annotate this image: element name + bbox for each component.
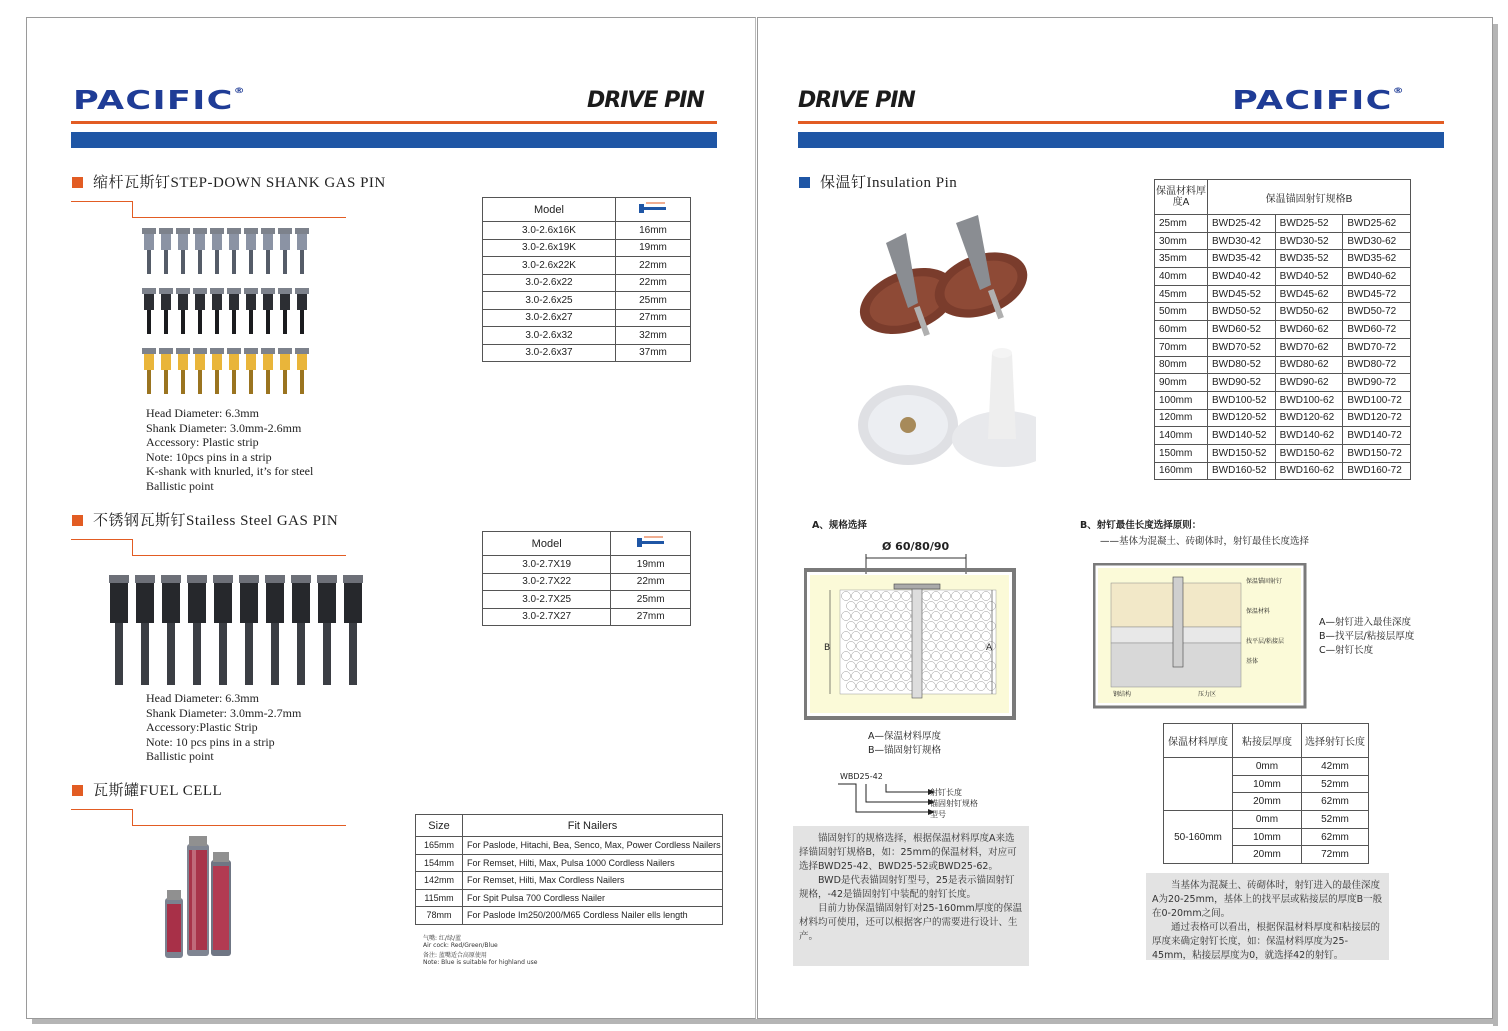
spec-line: Ballistic point bbox=[146, 749, 214, 763]
orange-rule bbox=[798, 121, 1444, 124]
table-row bbox=[1155, 215, 1411, 233]
table-cell: BWD90-72 bbox=[1343, 374, 1411, 392]
table-cell: BWD160-52 bbox=[1208, 462, 1276, 480]
blue-band bbox=[71, 132, 717, 148]
subrule-a bbox=[71, 809, 132, 810]
part-b-subtitle: ——基体为混凝土、砖砌体时，射钉最佳长度选择 bbox=[1100, 536, 1310, 547]
stainless-pins-photo bbox=[105, 575, 375, 693]
table-cell: BWD160-72 bbox=[1343, 462, 1411, 480]
table-cell: 27mm bbox=[615, 309, 690, 327]
fuel-cell-photo bbox=[159, 836, 249, 964]
part-b-title: B、射钉最佳长度选择原则： bbox=[1080, 520, 1202, 531]
table-cell: 3.0-2.7X22 bbox=[483, 573, 611, 591]
table-row bbox=[483, 222, 691, 240]
table-cell: For Spit Pulsa 700 Cordless Nailer bbox=[463, 889, 723, 907]
table-cell: 20mm bbox=[1233, 846, 1302, 864]
paragraph: 当基体为混凝土、砖砌体时，射钉进入的最佳深度A为20-25mm，基体上的找平层或粘接层的厚度B一般在0-20mm之间。 bbox=[1152, 880, 1383, 919]
table-cell: 22mm bbox=[611, 573, 691, 591]
table-cell: 80mm bbox=[1155, 356, 1208, 374]
spec-line: Shank Diameter: 3.0mm-2.6mm bbox=[146, 420, 302, 435]
label-a: A—保温材料厚度 bbox=[868, 731, 941, 742]
table-cell: BWD100-52 bbox=[1208, 391, 1276, 409]
page-title: DRIVE PIN bbox=[798, 88, 915, 113]
table-cell: 30mm bbox=[1155, 232, 1208, 250]
table-row bbox=[1155, 321, 1411, 339]
col-header-thickness: 保温材料厚度A bbox=[1155, 180, 1208, 215]
table-row bbox=[483, 292, 691, 310]
table-cell: 120mm bbox=[1155, 409, 1208, 427]
spec-line: Accessory: Plastic strip bbox=[146, 435, 259, 449]
diagram-label: 钢结构 bbox=[1113, 691, 1132, 698]
svg-text:B: B bbox=[824, 643, 831, 653]
part-a-explanation bbox=[793, 826, 1029, 966]
table-cell: BWD50-72 bbox=[1343, 303, 1411, 321]
table-cell: 60mm bbox=[1155, 321, 1208, 339]
spec-line: Head Diameter: 6.3mm bbox=[146, 406, 259, 420]
section-heading-stepdown: 缩杆瓦斯钉STEP-DOWN SHANK GAS PIN bbox=[72, 171, 386, 192]
table-row bbox=[483, 274, 691, 292]
spec-line: Accessory:Plastic Strip bbox=[146, 720, 258, 734]
note-line: Air cock: Red/Green/Blue bbox=[423, 942, 498, 949]
table-cell: BWD80-52 bbox=[1208, 356, 1276, 374]
stepdown-pins-photo bbox=[140, 228, 320, 404]
table-cell: 22mm bbox=[615, 257, 690, 275]
table-row bbox=[1155, 462, 1411, 480]
table-row bbox=[416, 907, 723, 925]
spec-line: Note: 10pcs pins in a strip bbox=[146, 449, 272, 464]
right-page bbox=[757, 17, 1493, 1019]
table-cell: BWD25-52 bbox=[1275, 215, 1343, 233]
subrule-step bbox=[132, 809, 133, 825]
table-row bbox=[483, 257, 691, 275]
table-row bbox=[483, 556, 691, 574]
table-cell: 3.0-2.6x37 bbox=[483, 344, 616, 362]
table-cell: BWD140-52 bbox=[1208, 427, 1276, 445]
table-cell: 3.0-2.6x19K bbox=[483, 239, 616, 257]
code-part: 射钉长度 bbox=[930, 788, 962, 797]
table-cell: BWD70-62 bbox=[1275, 338, 1343, 356]
embed-length-table bbox=[1163, 723, 1369, 864]
insulation-spec-table bbox=[1154, 179, 1411, 480]
table-cell: BWD80-72 bbox=[1343, 356, 1411, 374]
table-cell: 22mm bbox=[615, 274, 690, 292]
table-cell: BWD35-62 bbox=[1343, 250, 1411, 268]
table-row bbox=[416, 837, 723, 855]
col-header: 保温材料厚度 bbox=[1164, 724, 1233, 758]
col-header-fit: Fit Nailers bbox=[463, 815, 723, 837]
table-cell: BWD60-72 bbox=[1343, 321, 1411, 339]
table-cell: 160mm bbox=[1155, 462, 1208, 480]
table-row bbox=[1155, 356, 1411, 374]
table-cell: 3.0-2.7X25 bbox=[483, 591, 611, 609]
diagram-label: 基体 bbox=[1246, 658, 1259, 665]
table-cell: 142mm bbox=[416, 872, 463, 890]
table-cell: 10mm bbox=[1233, 828, 1302, 846]
table-row bbox=[1155, 232, 1411, 250]
subrule-b bbox=[132, 555, 346, 556]
page-shadow-bottom bbox=[32, 1019, 1498, 1024]
table-row bbox=[483, 239, 691, 257]
table-cell: 115mm bbox=[416, 889, 463, 907]
table-cell: BWD100-72 bbox=[1343, 391, 1411, 409]
table-cell: 52mm bbox=[1302, 775, 1369, 793]
table-cell: 42mm bbox=[1302, 758, 1369, 776]
table-cell: BWD90-62 bbox=[1275, 374, 1343, 392]
table-cell: 165mm bbox=[416, 837, 463, 855]
table-cell: 3.0-2.6x32 bbox=[483, 327, 616, 345]
table-cell: BWD80-62 bbox=[1275, 356, 1343, 374]
square-bullet-icon bbox=[799, 177, 810, 188]
table-cell: 78mm bbox=[416, 907, 463, 925]
note-line: 备注: 蓝嘴适合高原使用 bbox=[423, 952, 487, 959]
table-row bbox=[483, 309, 691, 327]
table-cell: BWD40-42 bbox=[1208, 268, 1276, 286]
note-line: Note: Blue is suitable for highland use bbox=[423, 959, 538, 966]
table-cell: BWD120-52 bbox=[1208, 409, 1276, 427]
table-row bbox=[1155, 374, 1411, 392]
table-cell: 20mm bbox=[1233, 793, 1302, 811]
table-cell: 0mm bbox=[1233, 758, 1302, 776]
table-cell: 3.0-2.6x22K bbox=[483, 257, 616, 275]
diagram-label: 找平层/粘接层 bbox=[1246, 638, 1285, 645]
table-cell: BWD150-52 bbox=[1208, 444, 1276, 462]
square-bullet-icon bbox=[72, 785, 83, 796]
table-row bbox=[483, 573, 691, 591]
table-cell: 3.0-2.6x22 bbox=[483, 274, 616, 292]
note-line: 气嘴: 红/绿/蓝 bbox=[423, 935, 461, 942]
table-row bbox=[1164, 758, 1369, 776]
diagram-label: 压力区 bbox=[1198, 691, 1217, 698]
table-cell: For Remset, Hilti, Max Cordless Nailers bbox=[463, 872, 723, 890]
table-row bbox=[416, 854, 723, 872]
group-cell: 50-160mm bbox=[1164, 811, 1233, 864]
table-row bbox=[1155, 427, 1411, 445]
anchor-spec-diagram bbox=[804, 554, 1018, 720]
spec-line: Ballistic point bbox=[146, 478, 214, 493]
table-cell: BWD50-52 bbox=[1208, 303, 1276, 321]
svg-text:A: A bbox=[986, 643, 993, 653]
table-cell: 3.0-2.6x16K bbox=[483, 222, 616, 240]
code-example: WBD25-42 bbox=[840, 772, 883, 781]
table-row bbox=[483, 591, 691, 609]
code-part: 型号 bbox=[930, 810, 946, 819]
table-cell: BWD70-72 bbox=[1343, 338, 1411, 356]
subrule-a bbox=[71, 201, 132, 202]
spec-line: Head Diameter: 6.3mm bbox=[146, 691, 259, 705]
table-cell: 10mm bbox=[1233, 775, 1302, 793]
page-shadow-right bbox=[1493, 24, 1498, 1026]
insulation-pin-photo bbox=[856, 213, 1036, 473]
table-cell: 35mm bbox=[1155, 250, 1208, 268]
table-cell: BWD35-42 bbox=[1208, 250, 1276, 268]
table-cell: BWD45-62 bbox=[1275, 285, 1343, 303]
code-breakdown-arrows bbox=[836, 782, 936, 818]
col-header-size: Size bbox=[416, 815, 463, 837]
square-bullet-icon bbox=[72, 515, 83, 526]
length-icon bbox=[615, 198, 690, 222]
part-b-explanation bbox=[1146, 873, 1389, 960]
table-cell: BWD100-62 bbox=[1275, 391, 1343, 409]
table-row bbox=[1164, 811, 1369, 829]
pacific-logo: PACIFIC® bbox=[1232, 86, 1405, 116]
table-row bbox=[1155, 268, 1411, 286]
table-cell: BWD120-72 bbox=[1343, 409, 1411, 427]
spec-line: Shank Diameter: 3.0mm-2.7mm bbox=[146, 705, 302, 720]
paragraph: 通过表格可以看出，根据保温材料厚度和粘接层的厚度来确定射钉长度，如：保温材料厚度为25-45mm，粘接层厚度为0，就选择42的射钉。 bbox=[1152, 922, 1381, 961]
diagram-label: 保温材料 bbox=[1246, 608, 1271, 615]
table-cell: 3.0-2.7X19 bbox=[483, 556, 611, 574]
legend-item: B—找平层/粘接层厚度 bbox=[1319, 631, 1415, 642]
table-cell: 62mm bbox=[1302, 828, 1369, 846]
table-cell: BWD40-52 bbox=[1275, 268, 1343, 286]
fuel-cell-table bbox=[415, 814, 723, 925]
table-cell: 3.0-2.7X27 bbox=[483, 608, 611, 626]
table-cell bbox=[1164, 758, 1233, 811]
legend-item: A—射钉进入最佳深度 bbox=[1319, 617, 1411, 628]
table-cell: BWD40-62 bbox=[1343, 268, 1411, 286]
table-cell: 50mm bbox=[1155, 303, 1208, 321]
table-cell: 150mm bbox=[1155, 444, 1208, 462]
table-cell: 37mm bbox=[615, 344, 690, 362]
table-row bbox=[1155, 391, 1411, 409]
table-cell: 40mm bbox=[1155, 268, 1208, 286]
table-cell: BWD150-62 bbox=[1275, 444, 1343, 462]
table-cell: BWD60-62 bbox=[1275, 321, 1343, 339]
table-cell: 25mm bbox=[615, 292, 690, 310]
table-cell: 27mm bbox=[611, 608, 691, 626]
table-cell: BWD35-52 bbox=[1275, 250, 1343, 268]
table-row bbox=[1155, 409, 1411, 427]
table-cell: For Paslode Im250/200/M65 Cordless Nailer ells length bbox=[463, 907, 723, 925]
table-row bbox=[1155, 444, 1411, 462]
table-row bbox=[416, 889, 723, 907]
col-header: 选择射钉长度 bbox=[1302, 724, 1369, 758]
table-cell: 52mm bbox=[1302, 811, 1369, 829]
table-cell: BWD30-42 bbox=[1208, 232, 1276, 250]
fuel-cell-notes bbox=[423, 935, 537, 966]
stepdown-specs bbox=[146, 406, 313, 493]
table-row bbox=[483, 608, 691, 626]
table-cell: 140mm bbox=[1155, 427, 1208, 445]
spec-line: Note: 10 pcs pins in a strip bbox=[146, 734, 275, 749]
orange-rule bbox=[71, 121, 717, 124]
table-cell: 0mm bbox=[1233, 811, 1302, 829]
stainless-spec-table bbox=[482, 531, 691, 626]
length-icon bbox=[611, 532, 691, 556]
paragraph: BWD是代表锚固射钉型号，25是表示锚固射钉规格，-42是锚固射钉中装配的射钉长度。 bbox=[799, 875, 1015, 900]
stepdown-spec-table bbox=[482, 197, 691, 362]
subrule-b bbox=[132, 217, 346, 218]
part-b-legend bbox=[1319, 616, 1414, 658]
section-heading-fuel-cell: 瓦斯罐FUEL CELL bbox=[72, 779, 222, 800]
part-a-title: A、规格选择 bbox=[812, 520, 867, 531]
blue-band bbox=[798, 132, 1444, 148]
table-cell: 100mm bbox=[1155, 391, 1208, 409]
table-cell: 25mm bbox=[611, 591, 691, 609]
table-cell: BWD120-62 bbox=[1275, 409, 1343, 427]
table-cell: For Remset, Hilti, Max, Pulsa 1000 Cordless Nailers bbox=[463, 854, 723, 872]
table-cell: 3.0-2.6x27 bbox=[483, 309, 616, 327]
table-row bbox=[483, 327, 691, 345]
section-heading-insulation: 保温钉Insulation Pin bbox=[799, 171, 957, 192]
table-cell: 45mm bbox=[1155, 285, 1208, 303]
table-cell: 19mm bbox=[615, 239, 690, 257]
page-title: DRIVE PIN bbox=[587, 88, 704, 113]
square-bullet-icon bbox=[72, 177, 83, 188]
table-cell: BWD90-52 bbox=[1208, 374, 1276, 392]
table-cell: BWD25-42 bbox=[1208, 215, 1276, 233]
left-page bbox=[26, 17, 756, 1019]
table-row bbox=[416, 872, 723, 890]
table-cell: 70mm bbox=[1155, 338, 1208, 356]
paragraph: 锚固射钉的规格选择，根据保温材料厚度A来选择锚固射钉规格B，如：25mm的保温材料，对应可选择BWD25-42、BWD25-52或BWD25-62。 bbox=[799, 833, 1017, 872]
table-cell: BWD50-62 bbox=[1275, 303, 1343, 321]
table-cell: BWD140-62 bbox=[1275, 427, 1343, 445]
table-row bbox=[1155, 250, 1411, 268]
table-cell: BWD160-62 bbox=[1275, 462, 1343, 480]
table-cell: 90mm bbox=[1155, 374, 1208, 392]
table-cell: 16mm bbox=[615, 222, 690, 240]
table-cell: 62mm bbox=[1302, 793, 1369, 811]
table-cell: BWD30-62 bbox=[1343, 232, 1411, 250]
table-cell: BWD140-72 bbox=[1343, 427, 1411, 445]
table-cell: 72mm bbox=[1302, 846, 1369, 864]
table-cell: 154mm bbox=[416, 854, 463, 872]
table-row bbox=[1155, 303, 1411, 321]
table-cell: 3.0-2.6x25 bbox=[483, 292, 616, 310]
code-part: 锚固射钉规格 bbox=[930, 799, 978, 808]
table-cell: 25mm bbox=[1155, 215, 1208, 233]
subrule-b bbox=[132, 825, 346, 826]
table-row bbox=[1155, 285, 1411, 303]
label-b: B—锚固射钉规格 bbox=[868, 745, 942, 756]
pacific-logo: PACIFIC® bbox=[73, 86, 246, 116]
code-parts bbox=[930, 787, 978, 820]
table-row bbox=[483, 344, 691, 362]
table-cell: BWD45-72 bbox=[1343, 285, 1411, 303]
table-cell: BWD150-72 bbox=[1343, 444, 1411, 462]
diameter-label: Ø 60/80/90 bbox=[882, 540, 950, 553]
diagram-label: 保温锚固射钉 bbox=[1246, 578, 1283, 585]
table-cell: BWD45-52 bbox=[1208, 285, 1276, 303]
subrule-step bbox=[132, 539, 133, 555]
spec-line: K-shank with knurled, it’s for steel bbox=[146, 464, 314, 478]
subrule-step bbox=[132, 201, 133, 217]
paragraph: 目前力协保温锚固射钉对25-160mm厚度的保温材料均可使用，还可以根据客户的需要进行设计、生产。 bbox=[799, 903, 1023, 942]
col-header-model: Model bbox=[483, 198, 616, 222]
table-cell: For Paslode, Hitachi, Bea, Senco, Max, Power Cordless Nailers bbox=[463, 837, 723, 855]
table-cell: BWD60-52 bbox=[1208, 321, 1276, 339]
table-row bbox=[1155, 338, 1411, 356]
table-cell: BWD30-52 bbox=[1275, 232, 1343, 250]
col-header: 粘接层厚度 bbox=[1233, 724, 1302, 758]
table-cell: 32mm bbox=[615, 327, 690, 345]
section-heading-stainless: 不锈钢瓦斯钉Stailess Steel GAS PIN bbox=[72, 509, 338, 530]
subrule-a bbox=[71, 539, 132, 540]
col-header-model: Model bbox=[483, 532, 611, 556]
table-cell: 19mm bbox=[611, 556, 691, 574]
stainless-specs bbox=[146, 691, 301, 764]
legend-item: C—射钉长度 bbox=[1319, 645, 1374, 656]
col-header-spec: 保温锚固射钉规格B bbox=[1208, 180, 1411, 215]
table-cell: BWD70-52 bbox=[1208, 338, 1276, 356]
table-cell: BWD25-62 bbox=[1343, 215, 1411, 233]
